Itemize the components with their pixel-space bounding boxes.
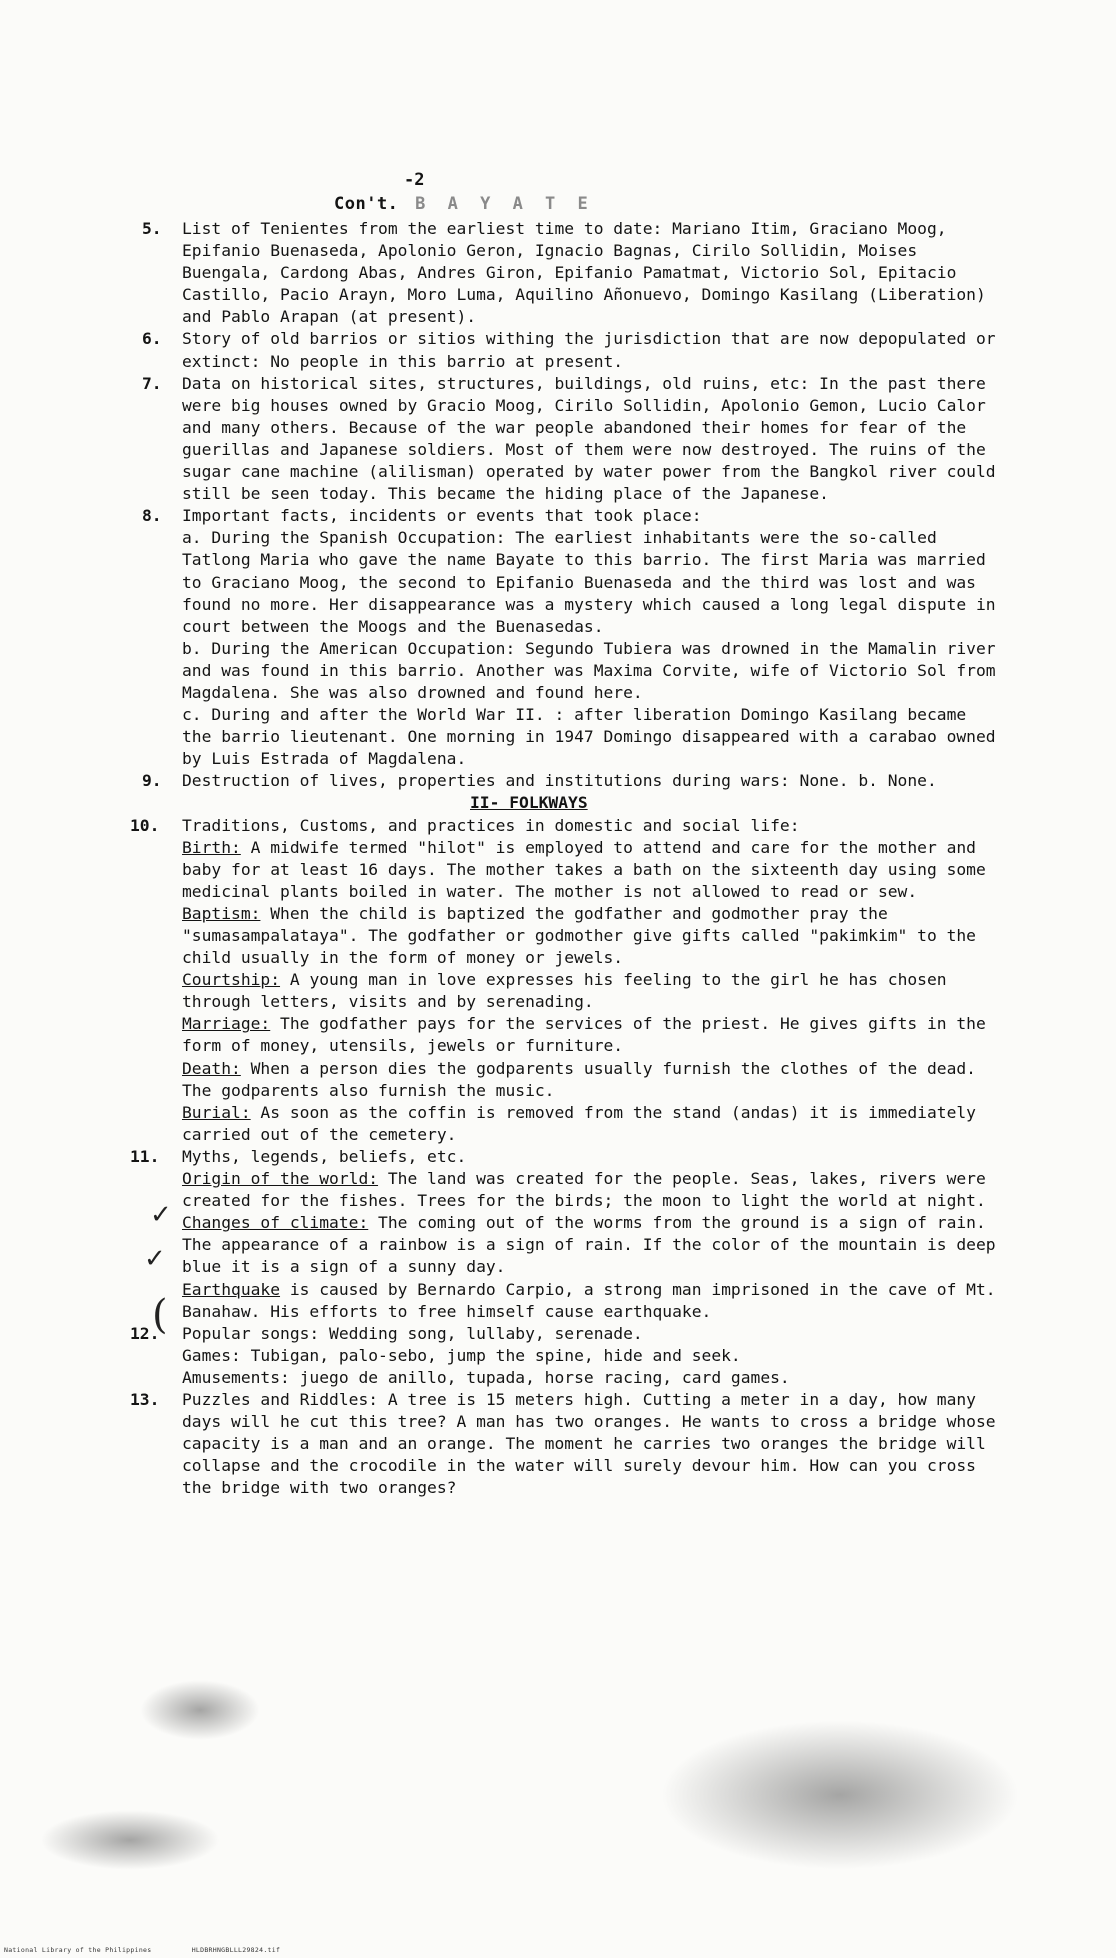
entry-death: [182, 1058, 1000, 1102]
scan-smudge: [660, 1720, 1020, 1870]
entry-label: Baptism:: [182, 903, 261, 923]
entry-label: Origin of the world:: [182, 1169, 379, 1189]
margin-bracket-icon: (: [152, 1292, 168, 1338]
entry-marriage: [182, 1013, 1000, 1057]
margin-check-mark-icon: ✓: [144, 1244, 166, 1274]
entry-burial: [182, 1102, 1000, 1146]
section-heading-text: II- FOLKWAYS: [470, 793, 588, 813]
item-text: Important facts, incidents or events that took place:: [182, 506, 702, 526]
item-number: 6.: [142, 329, 162, 349]
footer-library: National Library of the Philippines: [4, 1946, 152, 1954]
entry-birth: [182, 837, 1000, 903]
entry-label: Burial:: [182, 1102, 251, 1122]
entry-text: When the child is baptized the godfather and godmother pray the "sumasampalataya". The godfather or godmother give gifts called "pakimkim" to the child usually in the form of money or jewels.: [182, 903, 976, 968]
entry-origin-of-world: [182, 1168, 1000, 1212]
item-number: 5.: [142, 219, 162, 238]
entry-baptism: [182, 903, 1000, 969]
item-10: [130, 815, 1000, 1146]
entry-label: Courtship:: [182, 970, 281, 990]
games-line: Games: Tubigan, palo-sebo, jump the spine, hide and seek.: [182, 1345, 741, 1365]
entry-label: Death:: [182, 1058, 241, 1078]
section-heading: [140, 792, 1000, 814]
footer-caption: [4, 1946, 280, 1954]
item-7: [140, 373, 1000, 506]
header-town: B A Y A T E: [415, 194, 594, 214]
entry-text: A young man in love expresses his feeling to the girl he has chosen through letters, visits and by serenading.: [182, 970, 947, 1012]
entry-text: The coming out of the worms from the ground is a sign of rain. The appearance of a rainbow is a sign of rain. If the color of the mountain is deep blue it is a sign of a sunny day.: [182, 1213, 996, 1277]
item-number: 8.: [142, 506, 162, 526]
popular-songs-line: Popular songs: Wedding song, lullaby, serenade.: [182, 1323, 643, 1343]
item-text: Puzzles and Riddles: A tree is 15 meters high. Cutting a meter in a day, how many days will he cut this tree? A man has two oranges. He wants to cross a bridge whose capacity is a man and an orange. The moment he carries two oranges the bridge will collapse and the crocodile in the water will surely devour him. How can you cross the bridge with two oranges?: [182, 1389, 996, 1498]
entry-text: A midwife termed "hilot" is employed to attend and care for the mother and baby for at least 16 days. The mother takes a bath on the sixteenth day using some medicinal plants boiled in water. The mother is not allowed to read or sew.: [182, 837, 986, 901]
item-number: 9.: [142, 771, 162, 791]
entry-changes-of-climate: [182, 1212, 1000, 1278]
item-number: 13.: [130, 1389, 160, 1409]
item-8: [140, 505, 1000, 770]
entry-text: is caused by Bernardo Carpio, a strong man imprisoned in the cave of Mt. Banahaw. His efforts to free himself cause earthquake.: [182, 1279, 996, 1321]
item-8-sub-b: b. During the American Occupation: Segundo Tubiera was drowned in the Mamalin river and was found in this barrio. Another was Maxima Corvite, wife of Victorio Sol from Magdalena. She was also drowned and found here.: [182, 638, 996, 702]
entry-label: Birth:: [182, 837, 241, 857]
item-text: Traditions, Customs, and practices in domestic and social life:: [182, 815, 800, 835]
document-body: [130, 218, 1000, 1499]
item-6: [140, 328, 1000, 372]
margin-check-mark-icon: ✓: [150, 1200, 172, 1230]
scan-smudge: [140, 1680, 260, 1740]
item-8-sub-a: a. During the Spanish Occupation: The earliest inhabitants were the so-called Tatlong Maria who gave the name Bayate to this barrio. The first Maria was married to Graciano Moog, the second to Epifanio Buenaseda and the third was lost and was found no more. Her disappearance was a mystery which caused a long legal dispute in court between the Moogs and the Buenasedas.: [182, 528, 996, 636]
entry-label: Marriage:: [182, 1014, 271, 1034]
item-12: [130, 1323, 1000, 1389]
footer-file: HLDBRHNGBLLL29824.tif: [191, 1946, 281, 1954]
entry-text: When a person dies the godparents usually furnish the clothes of the dead. The godparents also furnish the music.: [182, 1058, 976, 1100]
item-text: Destruction of lives, properties and institutions during wars: None. b. None.: [182, 771, 937, 791]
entry-text: The godfather pays for the services of the priest. He gives gifts in the form of money, utensils, jewels or furniture.: [182, 1014, 986, 1056]
header-prefix: Con't.: [334, 194, 399, 214]
item-number: 10.: [130, 815, 160, 835]
item-5: [140, 218, 1000, 328]
page-header: [334, 194, 594, 214]
entry-label: Earthquake: [182, 1279, 281, 1299]
entry-text: The land was created for the people. Seas, lakes, rivers were created for the fishes. Trees for the birds; the moon to light the world at night.: [182, 1169, 986, 1211]
item-text: Myths, legends, beliefs, etc.: [182, 1146, 467, 1166]
entry-text: As soon as the coffin is removed from the stand (andas) it is immediately carried out of the cemetery.: [182, 1102, 976, 1144]
item-8-sub-c: c. During and after the World War II. : after liberation Domingo Kasilang became the barrio lieutenant. One morning in 1947 Domingo disappeared with a carabao owned by Luis Estrada of Magdalena.: [182, 705, 996, 769]
item-text: List of Tenientes from the earliest time to date: Mariano Itim, Graciano Moog, Epifanio Buenaseda, Apolonio Geron, Ignacio Bagnas, Cirilo Sollidin, Moises Buengala, Cardong Abas, Andres Giron, Epifanio Pamatmat, Victorio Sol, Epitacio Castillo, Pacio Arayn, Moro Luma, Aquilino Añonuevo, Domingo Kasilang (Liberation) and Pablo Arapan (at present).: [182, 219, 986, 327]
entry-label: Changes of climate:: [182, 1213, 369, 1233]
scan-smudge: [40, 1810, 220, 1870]
item-11: [130, 1146, 1000, 1323]
item-number: 7.: [142, 373, 162, 393]
amusements-line: Amusements: juego de anillo, tupada, horse racing, card games.: [182, 1367, 790, 1387]
entry-courtship: [182, 969, 1000, 1013]
item-9: [140, 770, 1000, 792]
item-number: 12.: [130, 1323, 160, 1343]
item-text: Data on historical sites, structures, buildings, old ruins, etc: In the past there were big houses owned by Gracio Moog, Cirilo Sollidin, Apolonio Gemon, Lucio Calor and many others. Because of the war people abandoned their homes for fear of the guerillas and Japanese soldiers. Most of them were now destroyed. The ruins of the sugar cane machine (alilisman) operated by water power from the Bangkol river could still be seen today. This became the hiding place of the Japanese.: [182, 373, 996, 504]
item-13: [130, 1389, 1000, 1499]
item-text: Story of old barrios or sitios withing the jurisdiction that are now depopulated or extinct: No people in this barrio at present.: [182, 329, 996, 371]
item-number: 11.: [130, 1146, 160, 1166]
entry-earthquake: [182, 1279, 1000, 1323]
page-number: -2: [404, 170, 425, 190]
